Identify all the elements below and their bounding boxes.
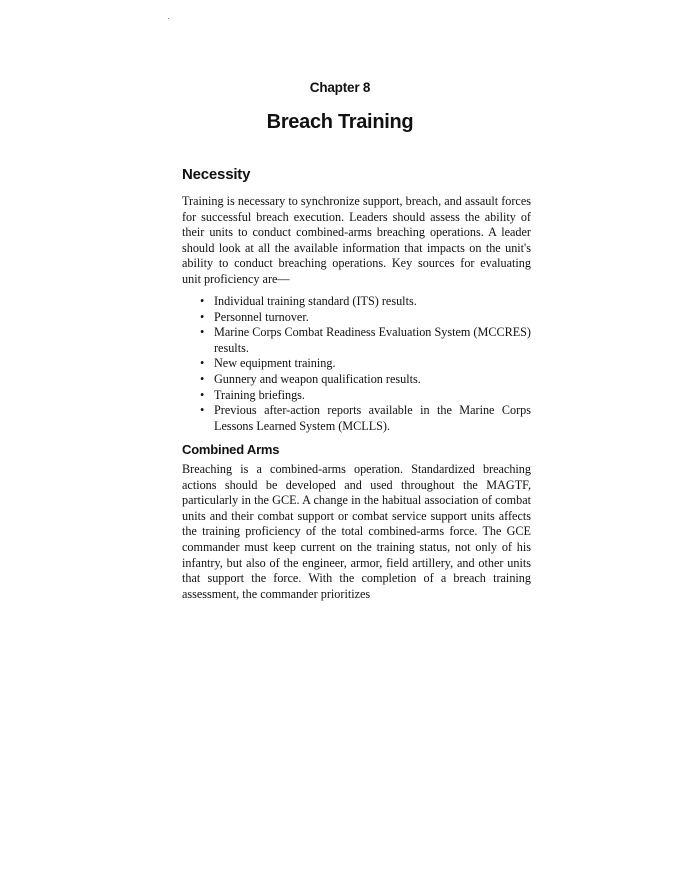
proficiency-sources-list (182, 294, 531, 434)
bullet-icon: • (200, 403, 205, 418)
list-item: • Training briefings. (200, 387, 305, 402)
list-item: • Gunnery and weapon qualification results. (200, 371, 421, 386)
list-item: • Individual training standard (ITS) results. (200, 294, 417, 308)
list-item: • Personnel turnover. (200, 309, 309, 324)
chapter-label: Chapter 8 (309, 80, 371, 95)
bullet-icon: • (200, 387, 205, 402)
list-item: • Marine Corps Combat Readiness Evaluation System (MCCRES) results. (200, 325, 531, 355)
bullet-icon: • (200, 371, 205, 386)
section-heading-combined-arms: Combined Arms (182, 442, 280, 457)
bullet-icon: • (200, 325, 205, 340)
bullet-icon: • (200, 294, 205, 308)
bullet-icon: • (200, 309, 205, 324)
list-item: • New equipment training. (200, 356, 336, 371)
combined-arms-paragraph: Breaching is a combined-arms operation. Standardized breaching actions should be developed and used throughout the MAGTF, particularly in the GCE. A change in the habitual association of combat units and their combat support or combat service support units affects the training proficiency of the total combined-arms force. The GCE commander must keep current on the training status, not only of his infantry, but also of the engineer, armor, field artillery, and other units that support the force. With the completion of a breach training assessment, the commander prioritizes (182, 462, 531, 601)
scan-mark (168, 18, 169, 19)
chapter-title: Breach Training (266, 111, 414, 133)
section-heading-necessity: Necessity (182, 166, 251, 183)
necessity-paragraph: Training is necessary to synchronize support, breach, and assault forces for successful breach execution. Leaders should assess the ability of their units to conduct combined-arms breaching operations. A leader should look at all the available information that impacts on the unit's ability to conduct breaching operations. Key sources for evaluating unit proficiency are— (182, 194, 531, 286)
bullet-icon: • (200, 356, 205, 371)
list-item: • Previous after-action reports available in the Marine Corps Lessons Learned System (MCLLS). (200, 403, 531, 433)
